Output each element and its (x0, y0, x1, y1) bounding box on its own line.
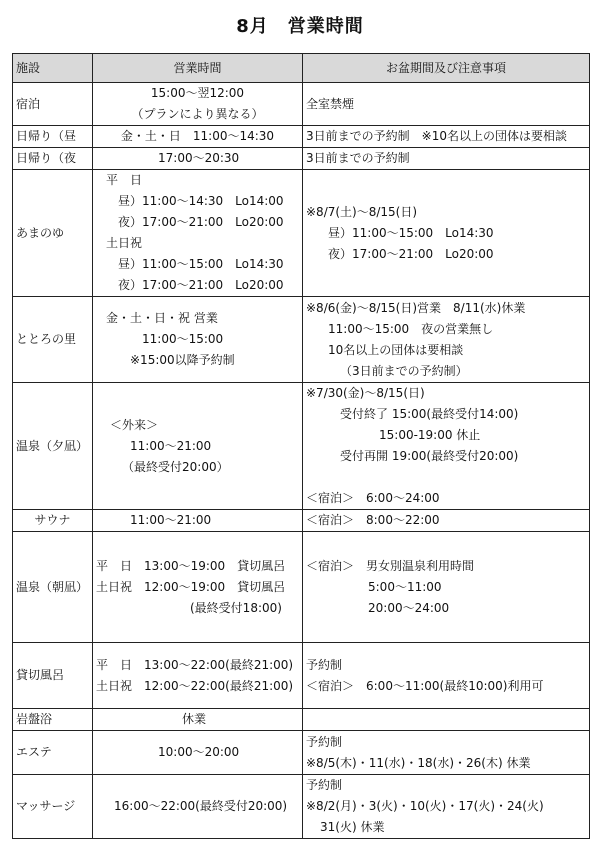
notes-line: ※7/30(金)～8/15(日) (306, 386, 425, 400)
hours-line: 10:00～20:00 (158, 745, 240, 759)
hours-line: 平 日 13:00～19:00 貸切風呂 (96, 558, 286, 573)
facility-cell: 貸切風呂 (13, 643, 93, 709)
notes-line: （3日前までの予約制） (340, 363, 468, 378)
facility-cell: 岩盤浴 (13, 709, 93, 731)
notes-cell (303, 731, 590, 775)
hours-line: 昼）11:00～14:30 Lo14:00 (118, 194, 284, 208)
facility-cell: 宿泊 (13, 83, 93, 126)
hours-cell (93, 709, 303, 731)
notes-line: 昼）11:00～15:00 Lo14:30 (328, 225, 494, 240)
notes-cell (303, 83, 590, 126)
notes-line: 予約制 (306, 778, 343, 792)
hours-line: 昼）11:00～15:00 Lo14:30 (118, 257, 284, 271)
notes-line: ＜宿泊＞ 6:00～24:00 (306, 491, 440, 505)
notes-line: ※8/2(月)・3(火)・10(火)・17(火)・24(火) (306, 799, 544, 813)
notes-line: 11:00～15:00 夜の営業無し (328, 321, 494, 336)
hours-cell (93, 532, 303, 643)
notes-cell (303, 297, 590, 383)
header-hours: 営業時間 (93, 54, 303, 83)
table-row (13, 383, 590, 510)
notes-line (306, 467, 586, 488)
facility-cell: サウナ (13, 510, 93, 532)
hours-line: 平 日 (106, 173, 143, 187)
facility-cell: 温泉（夕凪） (13, 383, 93, 510)
notes-line: 31(火) 休業 (320, 820, 385, 834)
hours-line: 15:00～翌12:00 (150, 86, 245, 100)
notes-cell (303, 170, 590, 297)
notes-line: 夜）17:00～21:00 Lo20:00 (328, 246, 494, 261)
notes-cell (303, 148, 590, 170)
hours-line: (最終受付18:00) (190, 600, 282, 615)
notes-line: ※8/7(土)～8/15(日) (306, 204, 418, 219)
hours-line: 夜）17:00～21:00 Lo20:00 (118, 278, 284, 292)
table-row (13, 532, 590, 643)
notes-line: ＜宿泊＞ 男女別温泉利用時間 (306, 558, 475, 573)
hours-line: 16:00～22:00(最終受付20:00) (114, 799, 288, 813)
table-row (13, 709, 590, 731)
hours-line: 土日祝 (106, 236, 143, 250)
notes-cell (303, 510, 590, 532)
hours-line: （最終受付20:00） (122, 459, 229, 474)
table-row (13, 775, 590, 839)
page-title: 8月 営業時間 (236, 16, 364, 37)
table-row (13, 643, 590, 709)
notes-line: 3日前までの予約制 (306, 151, 410, 165)
table-header-row (13, 54, 590, 83)
notes-line: 全室禁煙 (306, 96, 355, 111)
notes-line: 15:00-19:00 休止 (379, 428, 481, 442)
hours-line: 金・土・日・祝 営業 (106, 311, 218, 325)
notes-line: ＜宿泊＞ 8:00～22:00 (306, 513, 440, 527)
table-row (13, 148, 590, 170)
table-row (13, 297, 590, 383)
table-row (13, 510, 590, 532)
table-row (13, 731, 590, 775)
facility-cell: あまのゆ (13, 170, 93, 297)
hours-cell (93, 731, 303, 775)
header-facility: 施設 (13, 54, 93, 83)
notes-line: ＜宿泊＞ 6:00～11:00(最終10:00)利用可 (306, 678, 544, 693)
hours-cell (93, 383, 303, 510)
notes-cell (303, 643, 590, 709)
hours-line: 11:00～21:00 (130, 513, 212, 527)
notes-line: 受付再開 19:00(最終受付20:00) (340, 449, 519, 463)
notes-line: 5:00～11:00 (368, 579, 442, 594)
hours-line: 17:00～20:30 (158, 151, 240, 165)
table-row (13, 83, 590, 126)
hours-cell (93, 510, 303, 532)
notes-line: 予約制 (306, 657, 343, 672)
notes-cell (303, 383, 590, 510)
hours-line: ＜外来＞ (110, 417, 159, 432)
notes-line: 10名以上の団体は要相談 (328, 342, 464, 357)
hours-cell (93, 643, 303, 709)
hours-line: 金・土・日 11:00～14:30 (120, 129, 275, 143)
notes-line: 20:00～24:00 (368, 600, 450, 615)
hours-line: （プランにより異なる） (131, 107, 264, 121)
hours-line: ※15:00以降予約制 (130, 353, 235, 367)
hours-line: 夜）17:00～21:00 Lo20:00 (118, 215, 284, 229)
notes-line: 予約制 (306, 734, 343, 749)
facility-cell: 温泉（朝凪） (13, 532, 93, 643)
notes-line: 3日前までの予約制 ※10名以上の団体は要相談 (306, 129, 567, 143)
hours-line: 土日祝 12:00～22:00(最終21:00) (96, 678, 294, 693)
facility-cell: 日帰り（昼 (13, 126, 93, 148)
notes-line: ※8/5(木)・11(水)・18(水)・26(木) 休業 (306, 755, 531, 770)
hours-line: 11:00～15:00 (142, 332, 224, 346)
facility-cell: ととろの里 (13, 297, 93, 383)
facility-cell: エステ (13, 731, 93, 775)
notes-cell (303, 709, 590, 731)
notes-line: ※8/6(金)～8/15(日)営業 8/11(水)休業 (306, 300, 526, 315)
notes-cell (303, 775, 590, 839)
hours-cell (93, 170, 303, 297)
header-notes: お盆期間及び注意事項 (303, 54, 590, 83)
hours-line: 土日祝 12:00～19:00 貸切風呂 (96, 579, 286, 594)
notes-cell (303, 126, 590, 148)
hours-cell (93, 297, 303, 383)
table-row (13, 170, 590, 297)
hours-cell (93, 148, 303, 170)
hours-cell (93, 83, 303, 126)
notes-cell (303, 532, 590, 643)
table-row (13, 126, 590, 148)
facility-cell: 日帰り（夜 (13, 148, 93, 170)
hours-line: 平 日 13:00～22:00(最終21:00) (96, 657, 294, 672)
facility-cell: マッサージ (13, 775, 93, 839)
hours-cell (93, 775, 303, 839)
hours-table (12, 53, 590, 839)
hours-line: 11:00～21:00 (130, 438, 212, 453)
hours-line: 休業 (182, 712, 207, 726)
notes-line: 受付終了 15:00(最終受付14:00) (340, 407, 519, 421)
hours-cell (93, 126, 303, 148)
